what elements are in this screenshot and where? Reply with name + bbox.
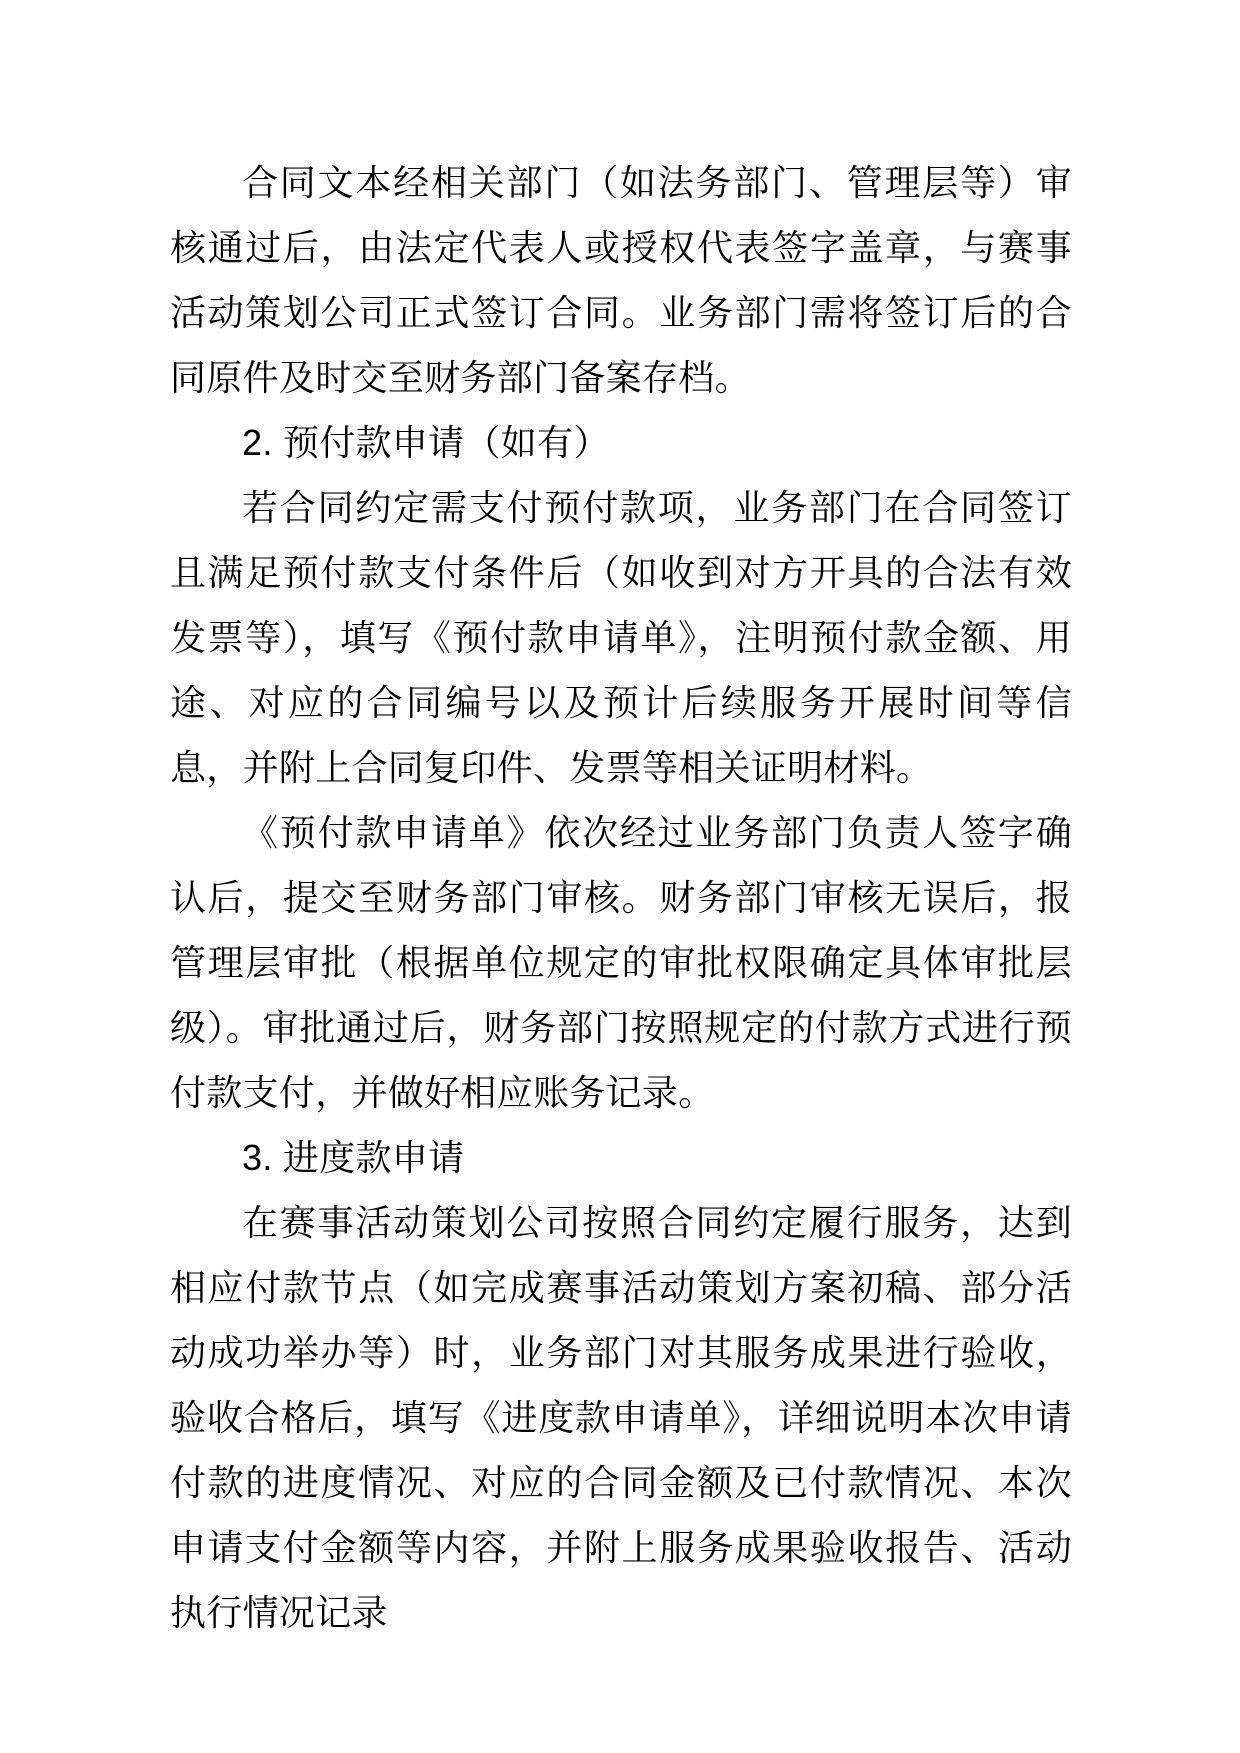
paragraph-prepayment-approval: 《预付款申请单》依次经过业务部门负责人签字确认后，提交至财务部门审核。财务部门审核无误后，报管理层审批（根据单位规定的审批权限确定具体审批层级）。审批通过后，财务部门按照规定的付款方式进行预付款支付，并做好相应账务记录。 <box>170 812 1072 1113</box>
paragraph-prepayment-form: 若合同约定需支付预付款项，业务部门在合同签订且满足预付款支付条件后（如收到对方开具的合法有效发票等），填写《预付款申请单》，注明预付款金额、用途、对应的合同编号以及预计后续服务开展时间等信息，并附上合同复印件、发票等相关证明材料。 <box>170 487 1072 788</box>
heading-progress-payment-application: 3. 进度款申请 <box>242 1137 465 1178</box>
paragraph-progress-payment-form: 在赛事活动策划公司按照合同约定履行服务，达到相应付款节点（如完成赛事活动策划方案初稿、部分活动成功举办等）时，业务部门对其服务成果进行验收，验收合格后，填写《进度款申请单》，详细说明本次申请付款的进度情况、对应的合同金额及已付款情况、本次申请支付金额等内容，并附上服务成果验收报告、活动执行情况记录 <box>170 1202 1072 1633</box>
document-body <box>170 150 1072 1645</box>
paragraph-contract-signing: 合同文本经相关部门（如法务部门、管理层等）审核通过后，由法定代表人或授权代表签字盖章，与赛事活动策划公司正式签订合同。业务部门需将签订后的合同原件及时交至财务部门备案存档。 <box>170 162 1072 398</box>
heading-prepayment-application: 2. 预付款申请（如有） <box>242 422 610 463</box>
